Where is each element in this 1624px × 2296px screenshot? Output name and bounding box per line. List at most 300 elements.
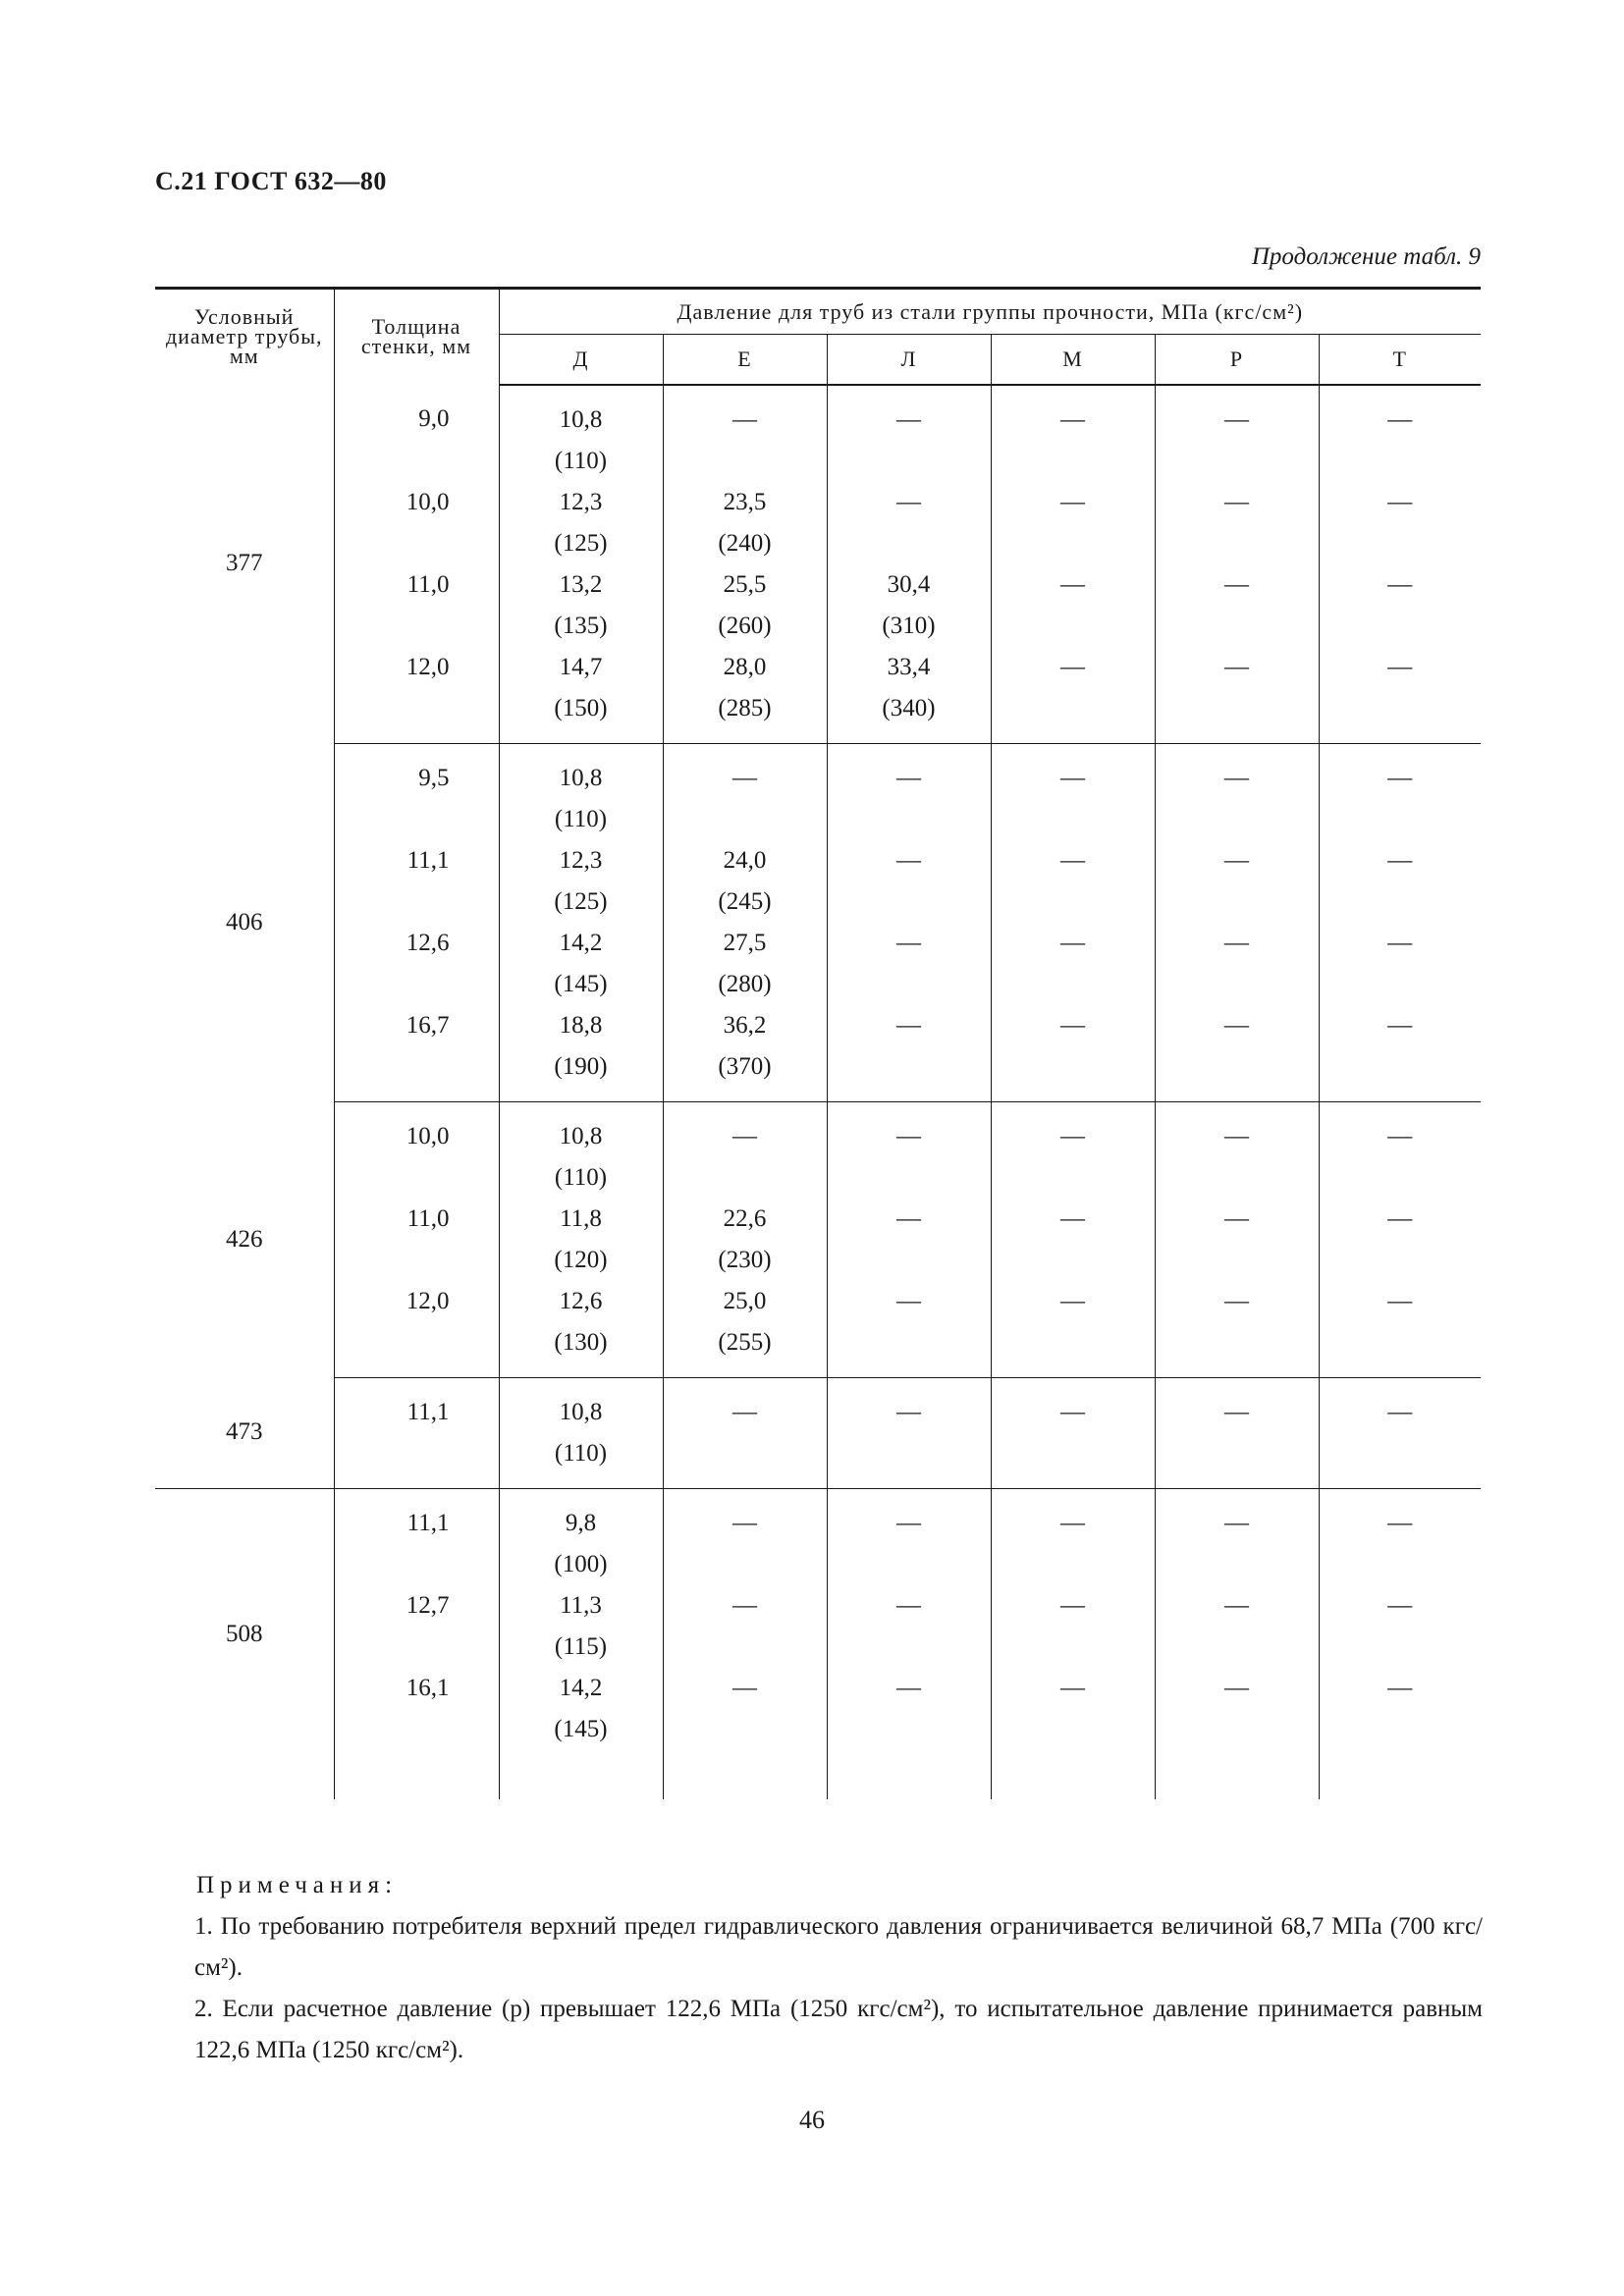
pressure-mpa: — <box>732 405 757 433</box>
pressure-cell <box>1319 564 1481 647</box>
cell-spacer <box>992 1433 1155 1474</box>
pressure-mpa: — <box>1224 1011 1249 1039</box>
pressure-cell <box>499 1101 663 1199</box>
table-row <box>155 840 1481 923</box>
pressure-cell <box>827 385 991 482</box>
pressure-mpa: — <box>1224 653 1249 680</box>
pressure-kgf: (115) <box>554 1632 608 1660</box>
cell-spacer <box>1156 1240 1319 1281</box>
pressure-mpa: — <box>732 764 757 791</box>
pressure-cell <box>499 1377 663 1488</box>
pressure-mpa: — <box>1060 1674 1085 1701</box>
pressure-cell <box>1319 1668 1481 1799</box>
note-2: 2. Если расчетное давление (р) превышает 122,6 МПа (1250 кгс/см²), то испытательное давление принимается равным 122,6 МПа (1250 кгс/см²). <box>194 1996 1483 2063</box>
pressure-cell <box>991 1005 1155 1102</box>
cell-spacer <box>664 1433 827 1474</box>
cell-spacer <box>828 441 991 482</box>
pressure-cell <box>991 1488 1155 1585</box>
pressure-mpa: — <box>732 1591 757 1619</box>
thickness-cell: 9,5 <box>334 743 499 840</box>
cell-spacer <box>828 881 991 923</box>
pressure-mpa: 24,0 <box>723 846 767 874</box>
table-row <box>155 647 1481 744</box>
pressure-mpa: — <box>1060 1011 1085 1039</box>
pressure-cell <box>1155 1281 1319 1378</box>
thickness-cell: 11,0 <box>334 564 499 647</box>
cell-spacer <box>1320 1433 1482 1474</box>
cell-spacer <box>1320 606 1482 647</box>
pressure-cell <box>499 482 663 564</box>
pressure-mpa: — <box>1387 1591 1413 1619</box>
cell-spacer <box>828 1240 991 1281</box>
pressure-cell <box>1155 1377 1319 1488</box>
pressure-cell <box>991 1199 1155 1281</box>
pressure-cell <box>663 743 827 840</box>
column-header-grade: Л <box>827 335 991 385</box>
pressure-cell <box>827 840 991 923</box>
thickness-cell: 11,1 <box>334 1488 499 1585</box>
pressure-mpa: — <box>1060 1122 1085 1149</box>
pressure-mpa: — <box>732 1122 757 1149</box>
pressure-cell <box>1319 1199 1481 1281</box>
cell-spacer <box>828 1544 991 1585</box>
pressure-mpa: — <box>1387 570 1413 598</box>
column-header-grade: Т <box>1319 335 1481 385</box>
table-row <box>155 1199 1481 1281</box>
pressure-mpa: — <box>1387 846 1413 874</box>
diameter-cell: 426 <box>155 1101 334 1377</box>
pressure-cell <box>1155 564 1319 647</box>
pressure-cell <box>499 385 663 482</box>
pressure-cell <box>827 482 991 564</box>
thickness-cell: 12,0 <box>334 1281 499 1378</box>
pressure-cell <box>499 1668 663 1799</box>
pressure-mpa: — <box>896 764 921 791</box>
cell-spacer <box>1320 523 1482 564</box>
pressure-mpa: 27,5 <box>723 929 767 956</box>
cell-spacer <box>1156 1322 1319 1363</box>
cell-spacer <box>1156 688 1319 729</box>
pressure-cell <box>827 1101 991 1199</box>
pressure-mpa: — <box>1224 405 1249 433</box>
pressure-mpa: — <box>896 488 921 515</box>
cell-spacer <box>664 799 827 840</box>
pressure-cell <box>499 923 663 1005</box>
diameter-cell: 406 <box>155 743 334 1101</box>
thickness-cell: 9,0 <box>334 385 499 482</box>
pressure-mpa: — <box>896 929 921 956</box>
cell-spacer <box>828 964 991 1005</box>
cell-spacer <box>1156 523 1319 564</box>
pressure-cell <box>1319 1005 1481 1102</box>
cell-spacer <box>992 1627 1155 1668</box>
pressure-cell <box>991 1281 1155 1378</box>
pressure-kgf: (150) <box>554 694 608 721</box>
cell-spacer <box>1156 1544 1319 1585</box>
pressure-cell <box>827 647 991 744</box>
pressure-kgf: (190) <box>554 1052 608 1080</box>
pressure-cell <box>499 1005 663 1102</box>
pressure-mpa: — <box>1224 929 1249 956</box>
pressure-cell <box>663 1488 827 1585</box>
pressure-cell <box>827 923 991 1005</box>
pressure-cell <box>1155 385 1319 482</box>
pressure-cell <box>827 1281 991 1378</box>
pressure-mpa: — <box>1224 1287 1249 1314</box>
cell-spacer <box>828 523 991 564</box>
column-header-grade: Е <box>663 335 827 385</box>
cell-spacer <box>1156 1627 1319 1668</box>
cell-spacer <box>992 441 1155 482</box>
pressure-mpa: — <box>896 1287 921 1314</box>
pressure-mpa: — <box>1060 405 1085 433</box>
pressure-mpa: — <box>1060 764 1085 791</box>
pressure-cell <box>499 1488 663 1585</box>
pressure-cell <box>1319 482 1481 564</box>
pressure-mpa: — <box>1387 764 1413 791</box>
pressure-mpa: — <box>732 1509 757 1536</box>
pressure-kgf: (110) <box>554 805 608 832</box>
pressure-mpa: — <box>1224 764 1249 791</box>
pressure-mpa: — <box>1060 1509 1085 1536</box>
pressure-cell <box>827 1488 991 1585</box>
thickness-cell: 11,1 <box>334 840 499 923</box>
pressure-cell <box>663 1668 827 1799</box>
pressure-cell <box>499 743 663 840</box>
pressure-mpa: 14,7 <box>559 653 603 680</box>
pressure-kgf: (110) <box>554 1163 608 1191</box>
pressure-cell <box>663 1377 827 1488</box>
pressure-kgf: (240) <box>718 529 772 557</box>
pressure-cell <box>1155 1005 1319 1102</box>
pressure-kgf: (125) <box>554 529 608 557</box>
column-header-diameter: Условный диаметр трубы, мм <box>155 289 334 385</box>
pressure-mpa: 10,8 <box>559 1122 603 1149</box>
table-row <box>155 564 1481 647</box>
pressure-mpa: — <box>896 1591 921 1619</box>
pressure-cell <box>1319 1377 1481 1488</box>
pressure-mpa: 10,8 <box>559 764 603 791</box>
cell-spacer <box>992 799 1155 840</box>
cell-spacer <box>828 1322 991 1363</box>
pressure-mpa: — <box>1060 929 1085 956</box>
pressure-mpa: 11,8 <box>560 1204 602 1232</box>
pressure-mpa: — <box>1387 1204 1413 1232</box>
pressure-mpa: — <box>1224 846 1249 874</box>
page-number: 46 <box>799 2106 825 2134</box>
pressure-mpa: — <box>1060 488 1085 515</box>
cell-spacer <box>664 1627 827 1668</box>
pressure-cell <box>663 840 827 923</box>
cell-spacer <box>1320 1709 1482 1750</box>
diameter-cell: 377 <box>155 385 334 744</box>
diameter-cell: 508 <box>155 1488 334 1799</box>
pressure-mpa: 11,3 <box>560 1591 602 1619</box>
pressure-mpa: — <box>1224 488 1249 515</box>
pressure-cell <box>1319 385 1481 482</box>
cell-spacer <box>1156 1709 1319 1750</box>
cell-spacer <box>1320 688 1482 729</box>
pressure-kgf: (125) <box>554 887 608 915</box>
cell-spacer <box>992 1046 1155 1088</box>
table-body <box>155 385 1481 1799</box>
pressure-cell <box>663 482 827 564</box>
pressure-mpa: 12,3 <box>559 846 603 874</box>
pressure-mpa: — <box>1224 1591 1249 1619</box>
pressure-mpa: 9,8 <box>565 1509 597 1536</box>
cell-spacer <box>664 441 827 482</box>
pressure-cell <box>991 840 1155 923</box>
pressure-kgf: (255) <box>718 1328 772 1356</box>
pressure-cell <box>991 647 1155 744</box>
cell-spacer <box>1156 964 1319 1005</box>
pressure-cell <box>663 1585 827 1668</box>
column-header-grade: М <box>991 335 1155 385</box>
pressure-cell <box>1155 743 1319 840</box>
cell-spacer <box>992 1240 1155 1281</box>
cell-spacer <box>828 799 991 840</box>
pressure-cell <box>1155 923 1319 1005</box>
pressure-cell <box>1155 1488 1319 1585</box>
cell-spacer <box>1320 1046 1482 1088</box>
pressure-kgf: (110) <box>554 447 608 474</box>
pressure-cell <box>1155 840 1319 923</box>
pressure-cell <box>1155 1199 1319 1281</box>
pressure-mpa: 25,5 <box>723 570 767 598</box>
table-row <box>155 1101 1481 1199</box>
pressure-cell <box>827 1199 991 1281</box>
pressure-cell <box>1319 647 1481 744</box>
pressure-cell <box>1155 1585 1319 1668</box>
pressure-mpa: — <box>896 846 921 874</box>
table-row <box>155 1668 1481 1799</box>
pressure-mpa: — <box>896 1674 921 1701</box>
pressure-mpa: — <box>1387 1674 1413 1701</box>
pressure-kgf: (285) <box>718 694 772 721</box>
pressure-cell <box>1155 482 1319 564</box>
cell-spacer <box>1156 1433 1319 1474</box>
pressure-cell <box>827 564 991 647</box>
pressure-mpa: — <box>1387 1122 1413 1149</box>
cell-spacer <box>1156 799 1319 840</box>
cell-spacer <box>1320 881 1482 923</box>
pressure-mpa: 13,2 <box>559 570 603 598</box>
pressure-cell <box>663 647 827 744</box>
pressure-mpa: — <box>896 1011 921 1039</box>
pressure-mpa: — <box>1060 1398 1085 1425</box>
cell-spacer <box>1320 799 1482 840</box>
pressure-mpa: — <box>732 1398 757 1425</box>
thickness-cell: 10,0 <box>334 1101 499 1199</box>
pressure-mpa: — <box>732 1674 757 1701</box>
table-row <box>155 923 1481 1005</box>
pressure-mpa: — <box>1387 405 1413 433</box>
cell-spacer <box>992 1157 1155 1199</box>
pressure-kgf: (310) <box>882 612 936 639</box>
cell-spacer <box>1320 441 1482 482</box>
pressure-mpa: — <box>1224 1674 1249 1701</box>
cell-spacer <box>1156 441 1319 482</box>
pressure-mpa: — <box>1224 1398 1249 1425</box>
column-header-grade: Д <box>499 335 663 385</box>
pressure-cell <box>1319 743 1481 840</box>
pressure-mpa: — <box>1224 570 1249 598</box>
pressure-mpa: — <box>1387 488 1413 515</box>
cell-spacer <box>992 1322 1155 1363</box>
pressure-cell <box>1319 1488 1481 1585</box>
pressure-mpa: — <box>1060 1204 1085 1232</box>
pressure-cell <box>991 1377 1155 1488</box>
pressure-mpa: — <box>1060 1591 1085 1619</box>
pressure-cell <box>991 1101 1155 1199</box>
cell-spacer <box>992 1709 1155 1750</box>
pressure-cell <box>1319 840 1481 923</box>
pressure-mpa: 23,5 <box>723 488 767 515</box>
table-row <box>155 482 1481 564</box>
note-1: 1. По требованию потребителя верхний предел гидравлического давления ограничивается величиной 68,7 МПа (700 кгс/см²). <box>194 1913 1483 1981</box>
pressure-cell <box>991 482 1155 564</box>
pressure-kgf: (110) <box>554 1439 608 1467</box>
pressure-kgf: (370) <box>718 1052 772 1080</box>
pressure-mpa: 14,2 <box>559 929 603 956</box>
notes-section <box>194 1865 1483 2071</box>
cell-spacer <box>828 1046 991 1088</box>
thickness-cell: 12,0 <box>334 647 499 744</box>
pressure-cell <box>663 1281 827 1378</box>
pressure-cell <box>991 564 1155 647</box>
pressure-cell <box>1155 647 1319 744</box>
pressure-mpa: — <box>1387 1509 1413 1536</box>
cell-spacer <box>828 1157 991 1199</box>
pressure-cell <box>499 1585 663 1668</box>
pressure-mpa: — <box>896 405 921 433</box>
column-header-pressure: Давление для труб из стали группы прочности, МПа (кгс/см²) <box>499 289 1481 335</box>
pressure-cell <box>663 923 827 1005</box>
cell-spacer <box>1320 1627 1482 1668</box>
thickness-cell: 12,6 <box>334 923 499 1005</box>
thickness-cell: 11,1 <box>334 1377 499 1488</box>
pressure-mpa: — <box>1224 1122 1249 1149</box>
pressure-mpa: — <box>1060 653 1085 680</box>
pressure-cell <box>663 564 827 647</box>
pressure-kgf: (100) <box>554 1550 608 1577</box>
pressure-mpa: — <box>1387 1011 1413 1039</box>
cell-spacer <box>828 1627 991 1668</box>
pressure-mpa: — <box>896 1122 921 1149</box>
pressure-kgf: (340) <box>882 694 936 721</box>
pressure-cell <box>1155 1668 1319 1799</box>
pressure-cell <box>663 1005 827 1102</box>
cell-spacer <box>992 523 1155 564</box>
cell-spacer <box>664 1157 827 1199</box>
pressure-mpa: — <box>1387 653 1413 680</box>
diameter-cell: 473 <box>155 1377 334 1488</box>
pressure-cell <box>499 840 663 923</box>
pressure-mpa: — <box>1387 929 1413 956</box>
cell-spacer <box>992 881 1155 923</box>
thickness-cell: 10,0 <box>334 482 499 564</box>
pressure-mpa: 25,0 <box>723 1287 767 1314</box>
pressure-mpa: — <box>896 1204 921 1232</box>
cell-spacer <box>1320 1240 1482 1281</box>
pressure-cell <box>1319 1585 1481 1668</box>
pressure-kgf: (260) <box>718 612 772 639</box>
pressure-cell <box>1319 1281 1481 1378</box>
pressure-mpa: 36,2 <box>723 1011 767 1039</box>
cell-spacer <box>1320 964 1482 1005</box>
pressure-cell <box>991 1668 1155 1799</box>
pressure-cell <box>663 1101 827 1199</box>
pressure-cell <box>827 1585 991 1668</box>
pressure-cell <box>827 743 991 840</box>
pressure-cell <box>1155 1101 1319 1199</box>
thickness-cell: 16,1 <box>334 1668 499 1799</box>
cell-spacer <box>664 1544 827 1585</box>
pressure-mpa: 30,4 <box>887 570 931 598</box>
table-row <box>155 1377 1481 1488</box>
pressure-mpa: 14,2 <box>559 1674 603 1701</box>
pressure-mpa: — <box>1387 1398 1413 1425</box>
pressure-mpa: 33,4 <box>887 653 931 680</box>
pressure-mpa: — <box>896 1509 921 1536</box>
pressure-mpa: — <box>1387 1287 1413 1314</box>
cell-spacer <box>1156 881 1319 923</box>
cell-spacer <box>992 606 1155 647</box>
notes-title: Примечания: <box>196 1872 399 1898</box>
pressure-mpa: — <box>896 1398 921 1425</box>
table-continuation-label: Продолжение табл. 9 <box>1251 243 1481 270</box>
cell-spacer <box>992 688 1155 729</box>
pressure-cell <box>499 1281 663 1378</box>
pressure-table <box>155 287 1481 1799</box>
pressure-cell <box>1319 1101 1481 1199</box>
table-row <box>155 385 1481 482</box>
pressure-mpa: 18,8 <box>559 1011 603 1039</box>
pressure-mpa: 28,0 <box>723 653 767 680</box>
pressure-kgf: (135) <box>554 612 608 639</box>
pressure-mpa: — <box>1060 1287 1085 1314</box>
pressure-mpa: 12,3 <box>559 488 603 515</box>
pressure-cell <box>827 1005 991 1102</box>
cell-spacer <box>828 1709 991 1750</box>
table-row <box>155 743 1481 840</box>
pressure-kgf: (145) <box>554 1715 608 1742</box>
pressure-cell <box>663 1199 827 1281</box>
column-header-grade: Р <box>1155 335 1319 385</box>
thickness-cell: 12,7 <box>334 1585 499 1668</box>
pressure-cell <box>827 1668 991 1799</box>
pressure-mpa: 12,6 <box>559 1287 603 1314</box>
column-header-thickness: Толщина стенки, мм <box>334 289 499 385</box>
cell-spacer <box>1320 1544 1482 1585</box>
pressure-cell <box>499 564 663 647</box>
pressure-mpa: 10,8 <box>559 405 603 433</box>
pressure-mpa: — <box>1224 1509 1249 1536</box>
pressure-cell <box>991 923 1155 1005</box>
pressure-kgf: (145) <box>554 970 608 997</box>
pressure-mpa: 10,8 <box>559 1398 603 1425</box>
page-header: С.21 ГОСТ 632—80 <box>155 167 387 195</box>
cell-spacer <box>992 964 1155 1005</box>
thickness-cell: 11,0 <box>334 1199 499 1281</box>
pressure-cell <box>1319 923 1481 1005</box>
thickness-cell: 16,7 <box>334 1005 499 1102</box>
table-row <box>155 1281 1481 1378</box>
pressure-kgf: (230) <box>718 1246 772 1273</box>
cell-spacer <box>992 1544 1155 1585</box>
pressure-cell <box>991 385 1155 482</box>
pressure-kgf: (120) <box>554 1246 608 1273</box>
